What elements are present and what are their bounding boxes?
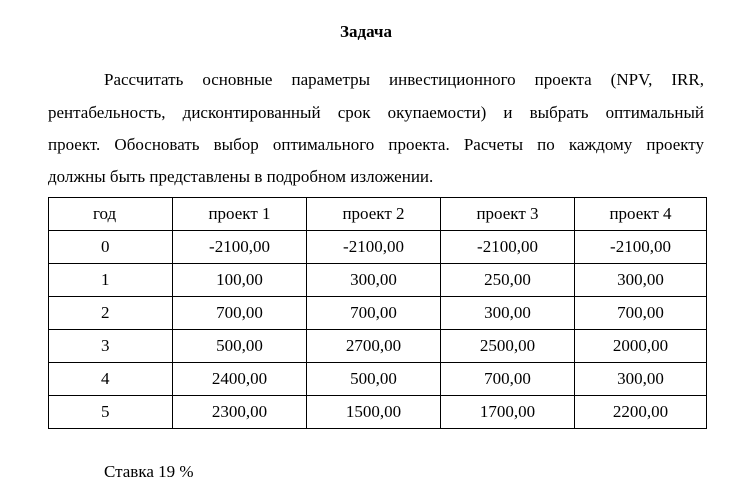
year-cell: 5: [49, 396, 173, 429]
project-4-cell: 300,00: [575, 363, 707, 396]
project-3-cell: 2500,00: [441, 330, 575, 363]
project-1-cell: -2100,00: [173, 231, 307, 264]
year-cell: 0: [49, 231, 173, 264]
header-project-1: проект 1: [173, 198, 307, 231]
project-3-cell: 1700,00: [441, 396, 575, 429]
project-2-cell: 500,00: [307, 363, 441, 396]
document-title: Задача: [340, 22, 392, 41]
project-4-cell: 2200,00: [575, 396, 707, 429]
header-year: год: [49, 198, 173, 231]
project-2-cell: -2100,00: [307, 231, 441, 264]
header-project-2: проект 2: [307, 198, 441, 231]
project-4-cell: -2100,00: [575, 231, 707, 264]
header-project-3: проект 3: [441, 198, 575, 231]
year-cell: 3: [49, 330, 173, 363]
project-1-cell: 500,00: [173, 330, 307, 363]
year-cell: 2: [49, 297, 173, 330]
discount-rate-text: Ставка 19 %: [104, 462, 194, 481]
project-3-cell: -2100,00: [441, 231, 575, 264]
project-3-cell: 250,00: [441, 264, 575, 297]
project-3-cell: 300,00: [441, 297, 575, 330]
project-1-cell: 2400,00: [173, 363, 307, 396]
table-row: [49, 297, 707, 330]
project-4-cell: 300,00: [575, 264, 707, 297]
cash-flow-table: [48, 197, 707, 429]
project-1-cell: 2300,00: [173, 396, 307, 429]
header-project-4: проект 4: [575, 198, 707, 231]
project-4-cell: 700,00: [575, 297, 707, 330]
project-4-cell: 2000,00: [575, 330, 707, 363]
year-cell: 1: [49, 264, 173, 297]
project-2-cell: 700,00: [307, 297, 441, 330]
table-row: [49, 363, 707, 396]
table-row: [49, 396, 707, 429]
task-paragraph-line-4: должны быть представлены в подробном изложении.: [48, 167, 434, 186]
project-1-cell: 100,00: [173, 264, 307, 297]
project-1-cell: 700,00: [173, 297, 307, 330]
task-paragraph-line-3: проект. Обосновать выбор оптимального проекта. Расчеты по каждому проекту: [48, 135, 704, 154]
year-cell: 4: [49, 363, 173, 396]
project-2-cell: 300,00: [307, 264, 441, 297]
project-3-cell: 700,00: [441, 363, 575, 396]
table-row: [49, 264, 707, 297]
table-row: [49, 330, 707, 363]
table-row: [49, 231, 707, 264]
table-header-row: [49, 198, 707, 231]
task-paragraph-line-1: Рассчитать основные параметры инвестиционного проекта (NPV, IRR,: [104, 70, 704, 89]
task-paragraph-line-2: рентабельность, дисконтированный срок окупаемости) и выбрать оптимальный: [48, 103, 704, 122]
project-2-cell: 1500,00: [307, 396, 441, 429]
project-2-cell: 2700,00: [307, 330, 441, 363]
